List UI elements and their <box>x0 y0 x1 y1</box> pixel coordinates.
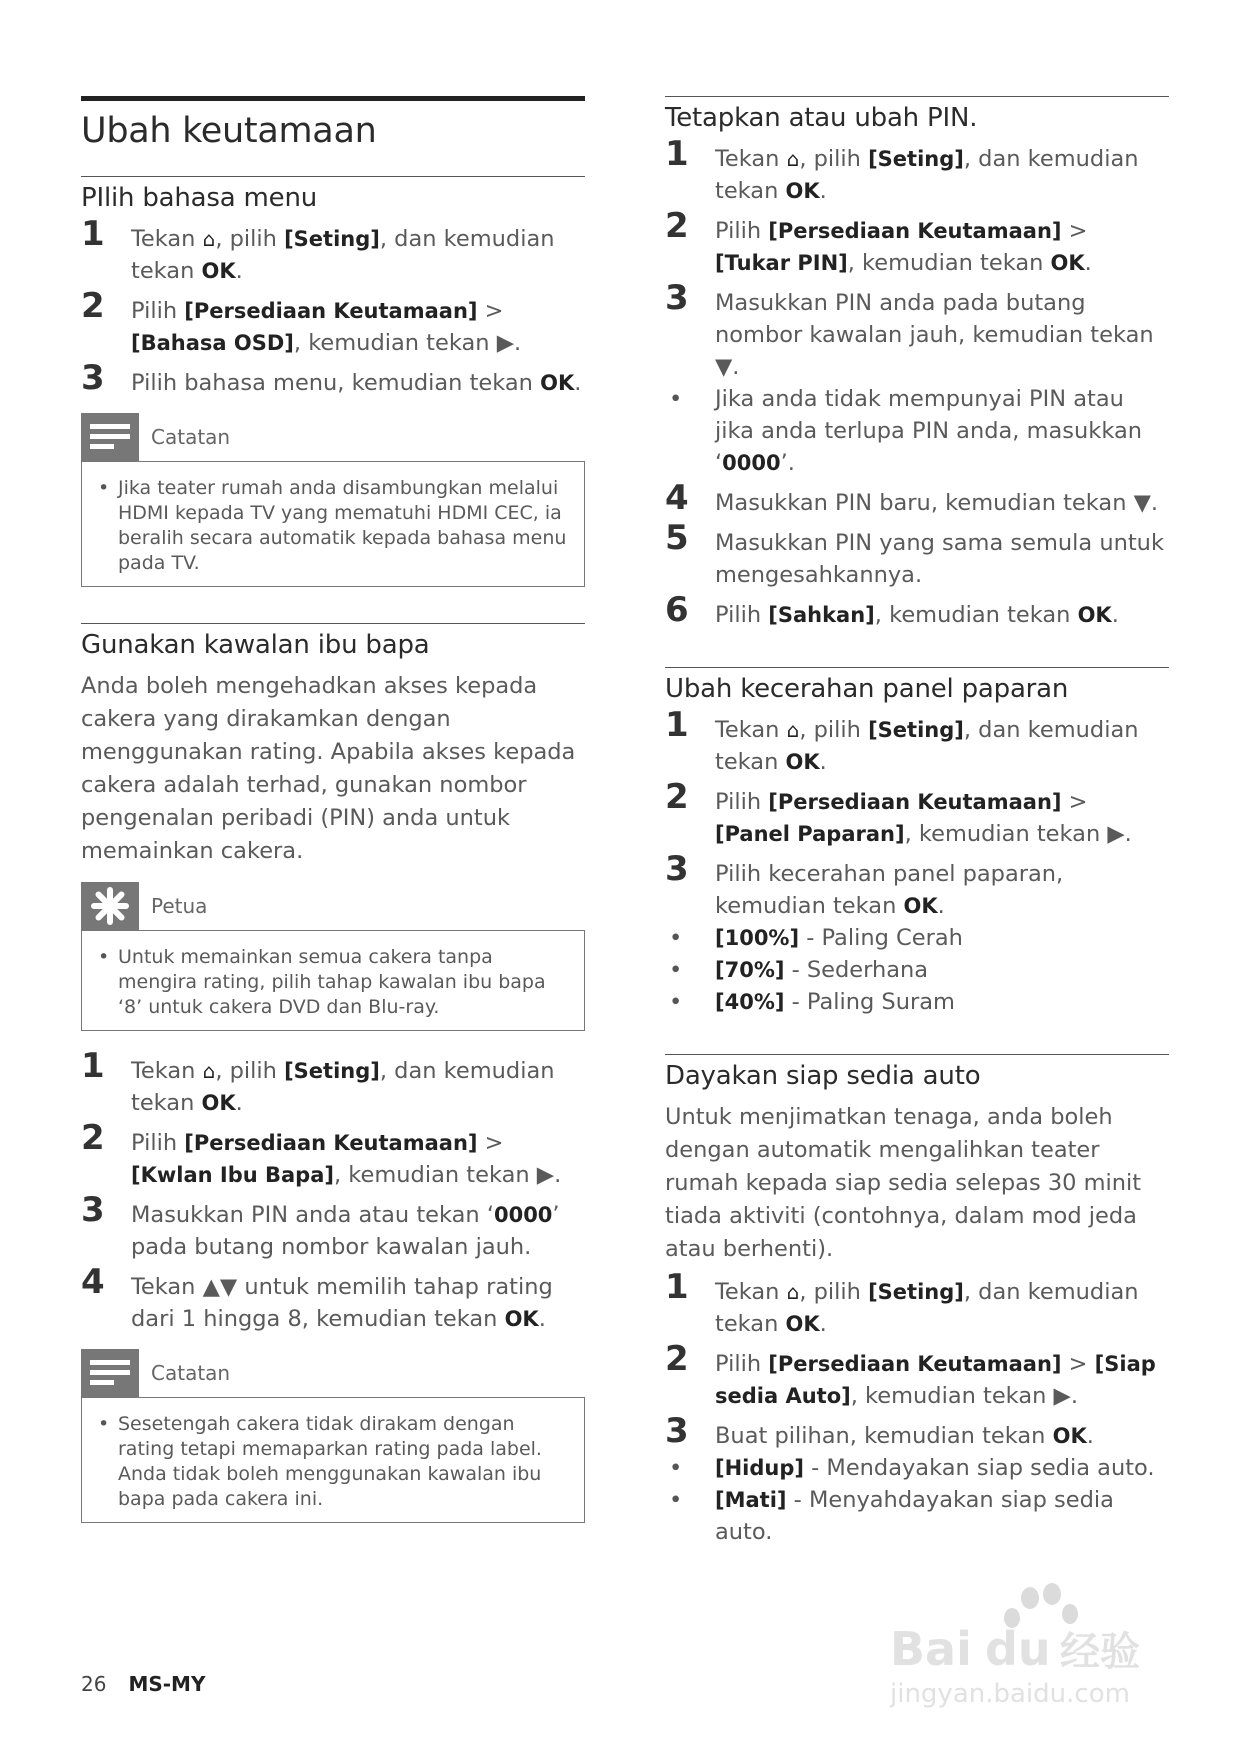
step <box>665 1411 1169 1548</box>
step-text: . <box>937 893 945 919</box>
step-text: ▶. <box>1053 1383 1078 1409</box>
step-text: . <box>819 178 827 204</box>
step-text: > <box>477 298 504 324</box>
step-text: ’ pada butang nombor kawalan jauh. <box>131 1202 560 1260</box>
option-desc: - Paling Suram <box>784 989 955 1015</box>
step-number: 1 <box>81 214 105 254</box>
bullet-item <box>665 986 1169 1018</box>
step <box>665 134 1169 207</box>
step <box>81 358 585 399</box>
pin-code: 0000 <box>493 1203 553 1227</box>
menu-option: [Sahkan] <box>768 603 875 627</box>
key-label: OK <box>1077 603 1112 627</box>
menu-option: [Kwlan Ibu Bapa] <box>131 1163 334 1187</box>
pin-code: 0000 <box>722 451 781 475</box>
bullet-item <box>665 954 1169 986</box>
page-title: Ubah keutamaan <box>81 96 585 151</box>
step-text: Masukkan PIN baru, kemudian tekan ▼. <box>715 490 1159 516</box>
menu-option: [Siap sedia Auto] <box>715 1352 1156 1408</box>
intro-paragraph: Untuk menjimatkan tenaga, anda boleh dengan automatik mengalihkan teater rumah kepada siap sedia selepas 30 minit tiada aktiviti (contohnya, dalam mod jeda atau berhenti). <box>665 1104 1142 1262</box>
note-title: Catatan <box>151 425 231 449</box>
step-text: . <box>1111 602 1119 628</box>
option-key: [Hidup] <box>715 1456 804 1480</box>
section-auto-standby <box>665 1054 1169 1548</box>
step-text: > <box>1061 789 1088 815</box>
note-body <box>81 1397 585 1523</box>
note-item: • Sesetengah cakera tidak dirakam dengan rating tetapi memaparkan rating pada label. Anda tidak boleh menggunakan kawalan ibu bapa pada cakera ini. <box>96 1412 570 1512</box>
step-number: 5 <box>665 518 689 558</box>
bullet-text: Jika anda tidak mempunyai PIN atau jika anda terlupa PIN anda, masukkan ‘ <box>715 386 1143 476</box>
steps-list <box>665 134 1169 631</box>
tip-header <box>81 882 585 930</box>
bullet-item <box>665 383 1169 479</box>
note-title: Catatan <box>151 1361 231 1385</box>
step-number: 1 <box>665 1267 689 1307</box>
key-label: OK <box>1052 1424 1087 1448</box>
step-text: Pilih bahasa menu, kemudian tekan <box>131 370 541 396</box>
step-text: Tekan ▲▼ untuk memilih tahap rating dari 1 hingga 8, kemudian tekan <box>131 1274 553 1332</box>
note-box <box>81 1349 585 1523</box>
step <box>665 849 1169 1018</box>
step <box>665 278 1169 479</box>
step <box>665 777 1169 850</box>
option-desc: - Paling Cerah <box>799 925 963 951</box>
note-header <box>81 1349 585 1397</box>
step <box>81 1262 585 1335</box>
step <box>81 1046 585 1119</box>
step <box>665 478 1169 519</box>
step <box>665 1339 1169 1412</box>
step-text: Masukkan PIN anda atau tekan ‘ <box>131 1202 494 1228</box>
bullet-list <box>665 383 1169 479</box>
bullet-item <box>665 1452 1169 1484</box>
option-key: [Mati] <box>715 1488 787 1512</box>
section-pin <box>665 96 1169 631</box>
step-text: , dan kemudian tekan <box>131 226 555 284</box>
section-heading: Dayakan siap sedia auto <box>665 1061 981 1091</box>
step-text: , kemudian tekan <box>293 330 497 356</box>
step <box>81 214 585 287</box>
home-icon: ⌂ <box>202 227 216 251</box>
note-body <box>81 461 585 587</box>
tip-box <box>81 882 585 1031</box>
step-number: 3 <box>81 1190 105 1230</box>
menu-option: [Bahasa OSD] <box>131 331 294 355</box>
step-text: Tekan <box>131 1058 203 1084</box>
steps-list <box>81 214 585 399</box>
step-text: , pilih <box>215 226 285 252</box>
home-icon: ⌂ <box>786 147 800 171</box>
step-text: Pilih <box>715 789 769 815</box>
bullet-text: ’. <box>780 450 795 476</box>
key-label: OK <box>903 894 938 918</box>
right-column <box>665 96 1169 1584</box>
step-text: Tekan <box>131 226 203 252</box>
step-text: . <box>235 258 243 284</box>
section-heading: PIlih bahasa menu <box>81 183 318 213</box>
home-icon: ⌂ <box>786 718 800 742</box>
step-number: 3 <box>665 278 689 318</box>
left-column <box>81 96 585 1559</box>
tip-body <box>81 930 585 1031</box>
step-number: 2 <box>665 777 689 817</box>
tip-item: • Untuk memainkan semua cakera tanpa mengira rating, pilih tahap kawalan ibu bapa ‘8’ untuk cakera DVD dan Blu-ray. <box>96 945 570 1020</box>
key-label: OK <box>504 1307 539 1331</box>
step-text: , kemudian tekan <box>904 821 1108 847</box>
step-text: , pilih <box>799 146 869 172</box>
page-number: 26 <box>81 1672 107 1696</box>
section-menu-language <box>81 176 585 587</box>
section-heading: Tetapkan atau ubah PIN. <box>665 103 978 133</box>
note-icon <box>81 413 139 461</box>
section-parental-control <box>81 623 585 1523</box>
note-item: • Jika teater rumah anda disambungkan melalui HDMI kepada TV yang mematuhi HDMI CEC, ia beralih secara automatik kepada bahasa menu pada TV. <box>96 476 570 576</box>
step-number: 2 <box>81 1118 105 1158</box>
bullet-list <box>665 1452 1169 1548</box>
step-text: > <box>1061 1351 1095 1377</box>
step-text: . <box>819 1311 827 1337</box>
option-key: [100%] <box>715 926 800 950</box>
step <box>665 1267 1169 1340</box>
step-text: . <box>819 749 827 775</box>
step-text: . <box>538 1306 546 1332</box>
step-text: , kemudian tekan <box>847 250 1051 276</box>
step <box>665 705 1169 778</box>
step-text: Pilih <box>715 1351 769 1377</box>
section-heading: Ubah kecerahan panel paparan <box>665 674 1069 704</box>
note-header <box>81 413 585 461</box>
step-text: , dan kemudian tekan <box>715 146 1139 204</box>
key-label: OK <box>785 179 820 203</box>
step-number: 1 <box>81 1046 105 1086</box>
menu-option: [Seting] <box>284 227 380 251</box>
bullet-item <box>665 922 1169 954</box>
step <box>665 590 1169 631</box>
menu-option: [Tukar PIN] <box>715 251 848 275</box>
note-icon <box>81 1349 139 1397</box>
step-text: . <box>574 370 582 396</box>
step <box>665 206 1169 279</box>
bullet-item <box>665 1484 1169 1548</box>
option-desc: - Sederhana <box>784 957 929 983</box>
step-text: . <box>1086 1423 1094 1449</box>
step-text: ▶. <box>1107 821 1132 847</box>
tip-icon <box>81 882 139 930</box>
home-icon: ⌂ <box>202 1059 216 1083</box>
bullet-list <box>665 922 1169 1018</box>
step-text: Pilih <box>715 218 769 244</box>
step-text: Pilih <box>131 1130 185 1156</box>
language-code: MS-MY <box>128 1672 206 1696</box>
step-text: Tekan <box>715 1279 787 1305</box>
svg-text:Bai: Bai <box>890 1622 972 1676</box>
option-key: [70%] <box>715 958 785 982</box>
page-footer <box>81 1672 205 1696</box>
step-text: > <box>1061 218 1088 244</box>
steps-list <box>665 705 1169 1018</box>
step-number: 4 <box>81 1262 105 1302</box>
option-key: [40%] <box>715 990 785 1014</box>
step-text: Pilih <box>131 298 185 324</box>
step-text: , dan kemudian tekan <box>715 717 1139 775</box>
menu-option: [Persediaan Keutamaan] <box>768 790 1062 814</box>
step-text: Masukkan PIN yang sama semula untuk mengesahkannya. <box>715 530 1164 588</box>
option-desc: - Mendayakan siap sedia auto. <box>803 1455 1155 1481</box>
key-label: OK <box>540 371 575 395</box>
step-number: 6 <box>665 590 689 630</box>
step-text: Tekan <box>715 717 787 743</box>
step-number: 2 <box>665 1339 689 1379</box>
menu-option: [Persediaan Keutamaan] <box>768 1352 1062 1376</box>
step-text: Pilih kecerahan panel paparan, kemudian tekan <box>715 861 1064 919</box>
menu-option: [Seting] <box>868 718 964 742</box>
section-heading: Gunakan kawalan ibu bapa <box>81 630 430 660</box>
key-label: OK <box>201 259 236 283</box>
step-text: , kemudian tekan <box>334 1162 537 1188</box>
step-text: , dan kemudian tekan <box>131 1058 555 1116</box>
step-number: 3 <box>665 849 689 889</box>
step-text: , dan kemudian tekan <box>715 1279 1139 1337</box>
tip-title: Petua <box>151 894 208 918</box>
step <box>81 286 585 359</box>
step-text: , pilih <box>215 1058 285 1084</box>
menu-option: [Seting] <box>868 1280 964 1304</box>
step-text: . <box>1084 250 1092 276</box>
key-label: OK <box>785 750 820 774</box>
step <box>665 518 1169 591</box>
step-number: 3 <box>81 358 105 398</box>
intro-paragraph: Anda boleh mengehadkan akses kepada cakera yang dirakamkan dengan menggunakan rating. Apabila akses kepada cakera adalah terhad, gunakan nombor pengenalan peribadi (PIN) anda untuk memainkan cakera. <box>81 673 576 864</box>
step-text: Tekan <box>715 146 787 172</box>
step-number: 2 <box>81 286 105 326</box>
step-number: 1 <box>665 705 689 745</box>
key-label: OK <box>201 1091 236 1115</box>
menu-option: [Seting] <box>284 1059 380 1083</box>
svg-text:jingyan.baidu.com: jingyan.baidu.com <box>890 1679 1130 1709</box>
key-label: OK <box>1050 251 1085 275</box>
note-box <box>81 413 585 587</box>
step-number: 3 <box>665 1411 689 1451</box>
step-number: 4 <box>665 478 689 518</box>
steps-list <box>81 1046 585 1335</box>
step-text: Pilih <box>715 602 769 628</box>
step-number: 2 <box>665 206 689 246</box>
home-icon: ⌂ <box>786 1280 800 1304</box>
step-text: . <box>235 1090 243 1116</box>
step-text: Masukkan PIN anda pada butang nombor kawalan jauh, kemudian tekan ▼. <box>715 290 1154 380</box>
step-text: > <box>477 1130 504 1156</box>
step <box>81 1190 585 1263</box>
svg-text:经验: 经验 <box>1060 1629 1140 1675</box>
step-text: , pilih <box>799 717 869 743</box>
menu-option: [Seting] <box>868 147 964 171</box>
step-text: , kemudian tekan <box>874 602 1078 628</box>
menu-option: [Persediaan Keutamaan] <box>768 219 1062 243</box>
menu-option: [Persediaan Keutamaan] <box>184 1131 478 1155</box>
step-text: ▶. <box>496 330 522 356</box>
menu-option: [Persediaan Keutamaan] <box>184 299 478 323</box>
step <box>81 1118 585 1191</box>
step-text: , kemudian tekan <box>850 1383 1054 1409</box>
baidu-watermark-logo <box>880 1580 1180 1710</box>
menu-option: [Panel Paparan] <box>715 822 905 846</box>
steps-list <box>665 1267 1169 1548</box>
step-text: ▶. <box>536 1162 562 1188</box>
section-display-brightness <box>665 667 1169 1018</box>
option-desc: - Menyahdayakan siap sedia auto. <box>715 1487 1114 1545</box>
step-text: , pilih <box>799 1279 869 1305</box>
step-text: Buat pilihan, kemudian tekan <box>715 1423 1053 1449</box>
key-label: OK <box>785 1312 820 1336</box>
step-number: 1 <box>665 134 689 174</box>
svg-text:du: du <box>985 1622 1051 1676</box>
